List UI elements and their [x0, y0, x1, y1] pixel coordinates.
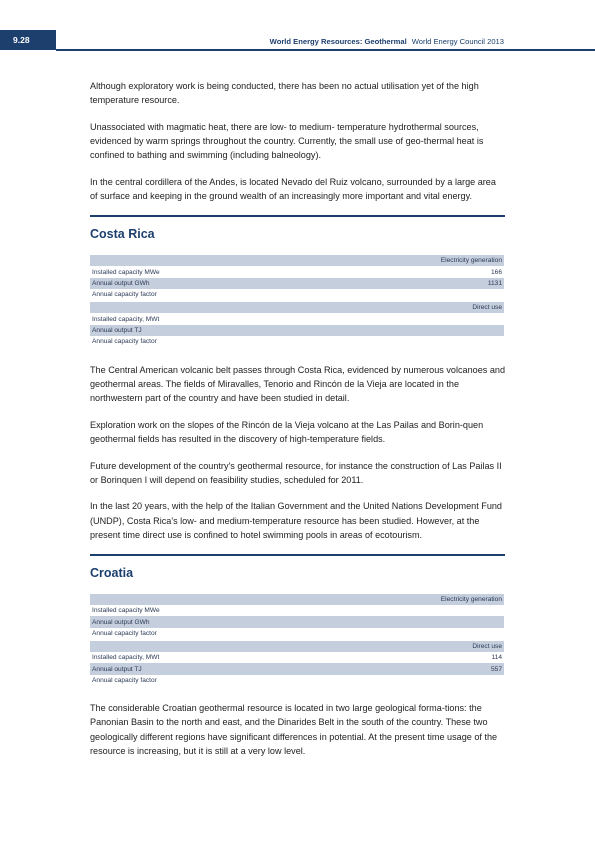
row-label: Installed capacity MWe [92, 268, 160, 276]
row-label: Annual capacity factor [92, 338, 157, 346]
row-value [307, 628, 504, 639]
table-row [90, 663, 504, 674]
table-row [90, 289, 504, 300]
row-value [307, 325, 504, 336]
table-row [90, 628, 504, 639]
section-rule [90, 215, 505, 217]
row-value [307, 336, 504, 347]
body-paragraph: Exploration work on the slopes of the Rincón de la Vieja volcano at the Las Pailas and Borin-quen geothermal fields has resulted in the discovery of high-temperature fields. [90, 419, 484, 444]
main-content [90, 79, 505, 758]
body-paragraph: In the last 20 years, with the help of the Italian Government and the United Nations Development Fund (UNDP), Costa Rica's low- and medium-temperature resource has been studied. However, at the present time direct use is confined to hotel swimming pools in areas of ecotourism. [90, 501, 502, 540]
table-row [90, 616, 504, 627]
row-value [307, 675, 504, 686]
table-header-row [90, 255, 504, 266]
body-paragraph: Future development of the country's geothermal resource, for instance the construction of Las Pailas II or Borinquen I will depend on feasibility studies, scheduled for 2011. [90, 460, 502, 485]
row-label: Installed capacity, MWt [92, 654, 160, 662]
row-value [307, 616, 504, 627]
croatia-table [90, 594, 504, 687]
row-label: Installed capacity, MWt [92, 315, 160, 323]
section-heading-croatia: Croatia [90, 565, 134, 580]
row-value: 557 [307, 663, 504, 674]
row-label: Annual capacity factor [92, 677, 157, 684]
row-label: Annual output TJ [90, 325, 307, 336]
row-label: Annual output GWh [90, 616, 307, 627]
electricity-generation-header: Electricity generation [307, 594, 504, 605]
row-value: 114 [491, 654, 502, 662]
row-value [307, 313, 504, 324]
running-header-publisher: World Energy Council 2013 [411, 37, 504, 46]
row-label: Installed capacity MWe [92, 607, 160, 615]
page-number: 9.28 [0, 30, 56, 50]
intro-paragraph: In the central cordillera of the Andes, is located Nevado del Ruiz volcano, surrounded by a large area of surface and keeping in the ground wealth of an increasingly more important and vital energy. [90, 177, 496, 202]
table-row [90, 675, 504, 686]
section-rule [90, 554, 505, 556]
direct-use-header: Direct use [307, 302, 504, 313]
table-row [90, 605, 504, 616]
section-heading-costa-rica: Costa Rica [90, 226, 155, 241]
electricity-generation-header: Electricity generation [307, 255, 504, 266]
table-row [90, 336, 504, 347]
row-label: Annual output GWh [90, 278, 307, 289]
row-value [307, 289, 504, 300]
table-row [90, 266, 504, 277]
table-row [90, 313, 504, 324]
row-label: Annual output TJ [90, 663, 307, 674]
row-value [307, 605, 504, 616]
running-header [270, 37, 504, 46]
intro-paragraph: Although exploratory work is being conducted, there has been no actual utilisation yet of the high temperature resource. [90, 81, 479, 106]
intro-paragraph: Unassociated with magmatic heat, there are low- to medium- temperature hydrothermal sources, evidenced by warm springs throughout the country. Currently, the small use of geo-thermal heat is confined to bathing and swimming (including balneology). [90, 121, 484, 161]
costa-rica-table [90, 255, 504, 348]
row-value: 1131 [307, 278, 504, 289]
running-header-title: World Energy Resources: Geothermal [269, 37, 407, 46]
row-label: Annual capacity factor [92, 629, 157, 637]
table-row [90, 652, 504, 663]
table-header-row [90, 594, 504, 605]
row-value: 166 [490, 268, 502, 276]
header-rule [56, 49, 595, 51]
row-label: Annual capacity factor [92, 291, 157, 299]
table-row [90, 325, 504, 336]
body-paragraph: The Central American volcanic belt passes through Costa Rica, evidenced by numerous volcanoes and geothermal areas. The fields of Miravalles, Tenorio and Rincón de la Vieja are located in the northwestern part of the country and have been studied in detail. [90, 364, 506, 403]
table-row [90, 278, 504, 289]
table-header-row [90, 641, 504, 652]
direct-use-header: Direct use [307, 641, 504, 652]
table-header-row [90, 302, 504, 313]
body-paragraph: The considerable Croatian geothermal resource is located in two large geological forma-tions: the Panonian Basin to the north and east, and the Dinarides Belt in the south of the country. These two geologically different regions have significant differences in potential. At the present time usage of the resource is increasing, but it is still at a very low level. [90, 703, 498, 756]
page-header [0, 30, 595, 50]
